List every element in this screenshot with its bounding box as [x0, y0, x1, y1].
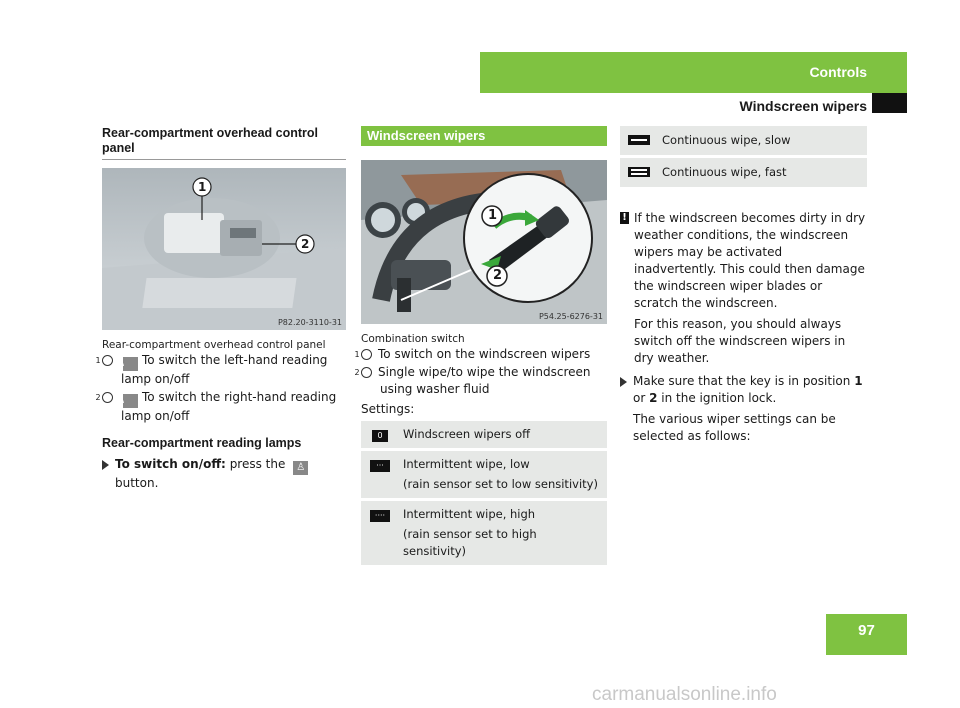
wiper-off-symbol: 0	[372, 430, 388, 442]
section-label: Controls	[809, 64, 867, 80]
photo-callout-1: 1	[488, 208, 498, 223]
reading-lamp-icon: ♙	[123, 357, 138, 371]
photo-callout-1: 1	[198, 180, 207, 194]
reading-lamps-heading: Rear-compartment reading lamps	[102, 436, 302, 450]
callout-number: 2	[102, 392, 113, 403]
intermittent-high-symbol: ····	[370, 510, 390, 522]
continuous-settings-table	[620, 123, 867, 190]
callout-number: 1	[102, 355, 113, 366]
section-tab	[480, 52, 907, 93]
overhead-panel-illustration	[102, 168, 346, 330]
list-item: 2 Single wipe/to wipe the windscreen using washer fluid	[354, 365, 591, 396]
table-row: ··· Intermittent wipe, low (rain sensor set to low sensitivity)	[361, 451, 607, 498]
list-item: 2 ♙ To switch the right-hand reading lamp on/off	[95, 390, 337, 423]
table-row: Continuous wipe, slow	[620, 126, 867, 155]
combination-switch-caption: Combination switch	[361, 333, 465, 345]
step-arrow-icon	[102, 460, 109, 470]
photo-callout-2: 2	[301, 237, 310, 251]
page-number: 97	[826, 614, 907, 655]
continuous-fast-symbol	[628, 167, 650, 177]
section-marker	[872, 93, 907, 113]
instruction-followup: The various wiper settings can be selected as follows:	[633, 412, 836, 443]
settings-label: Settings:	[361, 402, 415, 416]
watermark: carmanualsonline.info	[592, 684, 777, 705]
intermittent-low-symbol: ···	[370, 460, 390, 472]
left-column	[95, 126, 346, 492]
photo-ref: P82.20-3110-31	[277, 318, 342, 327]
step-arrow-icon	[620, 377, 627, 387]
continuous-slow-symbol	[628, 135, 650, 145]
callout-number: 2	[361, 367, 372, 378]
instruction-step: Make sure that the key is in position 1 or 2 in the ignition lock.	[620, 373, 867, 407]
list-item: 1 ♙ To switch the left-hand reading lamp on/off	[95, 353, 328, 386]
photo-callout-2: 2	[493, 268, 503, 283]
instruction-step: To switch on/off: press the ♙button.	[102, 456, 346, 492]
warning-icon: !	[620, 212, 629, 224]
wipers-heading: Windscreen wipers	[361, 126, 607, 146]
settings-table	[361, 418, 607, 568]
page-title: Windscreen wipers	[739, 98, 867, 114]
table-row: 0 Windscreen wipers off	[361, 421, 607, 448]
combination-switch-photo	[361, 160, 607, 324]
combination-switch-illustration	[361, 160, 607, 324]
table-row: Continuous wipe, fast	[620, 158, 867, 187]
warning-note: ! If the windscreen becomes dirty in dry weather conditions, the windscreen wipers may be activated inadvertently. This could then damage the windscreen wiper blades or scratch the windscreen. For this reason, you should always switch off the windscreen wipers in dry weather.	[620, 210, 867, 367]
right-column	[620, 126, 867, 445]
table-row: ···· Intermittent wipe, high (rain sensor set to high sensitivity)	[361, 501, 607, 565]
middle-column	[354, 126, 607, 568]
callout-number: 1	[361, 349, 372, 360]
overhead-panel-photo	[102, 168, 346, 330]
reading-lamp-icon: ♙	[293, 461, 308, 475]
overhead-panel-heading: Rear-compartment overhead control panel	[102, 126, 346, 160]
photo-ref: P54.25-6276-31	[538, 312, 603, 321]
list-item: 1 To switch on the windscreen wipers	[354, 347, 591, 361]
overhead-panel-caption: Rear-compartment overhead control panel	[102, 339, 326, 351]
reading-lamp-icon: ♙	[123, 394, 138, 408]
